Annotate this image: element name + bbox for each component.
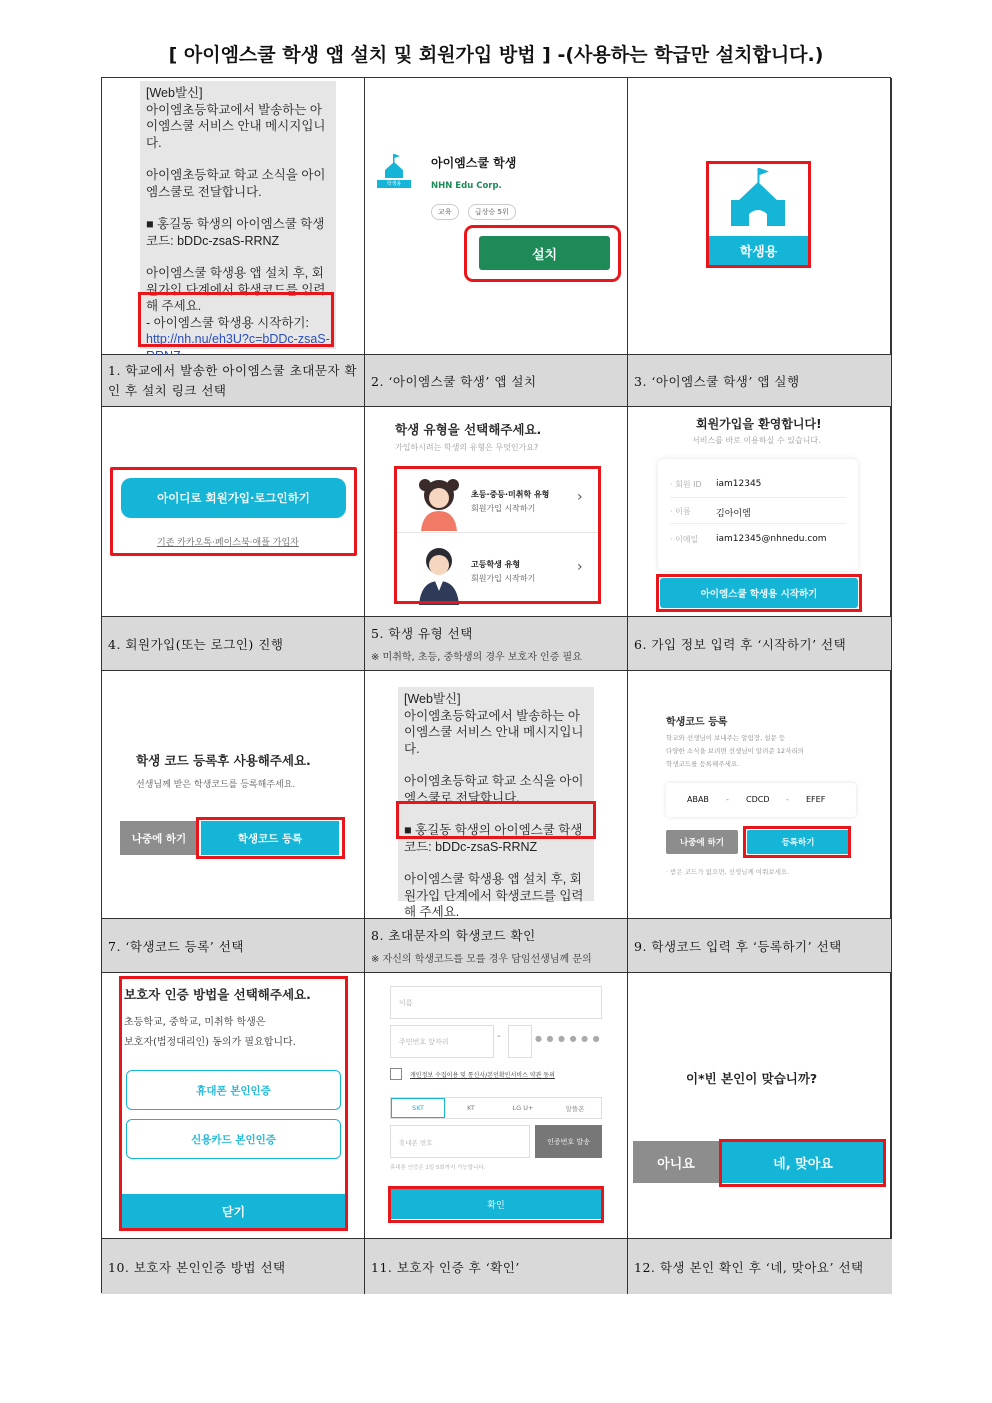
- tag-rank: 급상승 5위: [468, 204, 516, 220]
- verify-hint: 휴대폰 인증은 1일 5회까지 가능합니다.: [390, 1165, 486, 1171]
- highlight-box: [464, 225, 621, 282]
- step5-caption: 5. 학생 유형 선택 ※ 미취학, 초등, 중학생의 경우 보호자 인증 필요: [365, 617, 628, 671]
- register-button[interactable]: 등록하기: [747, 830, 849, 854]
- type-subtitle: 가입하시려는 학생의 유형은 무엇인가요?: [395, 443, 539, 452]
- identity-question: 이*빈 본인이 맞습니까?: [686, 1071, 818, 1086]
- yes-button[interactable]: 네, 맞아요: [722, 1141, 884, 1183]
- ssn-back-digit-input[interactable]: [508, 1025, 532, 1058]
- highlight-box: [388, 1186, 604, 1223]
- step11-image: 이름 주민번호 앞자리 - ● ● ● ● ● ● 개인정보 수집이용 및 통신사/본인확인서비스 약관 동의 SKT KT LG U+ 알뜰폰 휴대폰 번호 인증번호 발송 휴대폰 인증은 1일 5회까지 가능합니다. 확인: [365, 973, 628, 1239]
- chevron-right-icon: ›: [577, 559, 583, 575]
- chevron-right-icon: ›: [577, 489, 583, 505]
- card-auth-button[interactable]: 신용카드 본인인증: [126, 1119, 341, 1159]
- student-code-line: ■ 홍길동 학생의 아이엠스쿨 학생코드: bDDc-zsaS-RRNZ: [404, 823, 583, 854]
- later-button[interactable]: 나중에 하기: [120, 821, 198, 855]
- step1-image: [102, 78, 365, 355]
- code-input-1[interactable]: ABAB: [687, 795, 709, 804]
- later-button[interactable]: 나중에 하기: [666, 830, 738, 854]
- sms-paragraph: 아이엠스쿨 학생용 앱 설치 후, 회원가입 단계에서 학생코드를 입력해 주세요.: [146, 266, 326, 313]
- sms-paragraph: 아이엠초등학교에서 발송하는 아이엠스쿨 서비스 안내 메시지입니다.: [146, 102, 326, 150]
- type-title: 학생 유형을 선택해주세요.: [395, 422, 542, 437]
- type-option-elementary[interactable]: 초등·중등·미취학 유형 회원가입 시작하기 ›: [395, 467, 599, 533]
- step9-caption: 9. 학생코드 입력 후 ‘등록하기’ 선택: [628, 919, 892, 973]
- highlight-box: [196, 817, 345, 859]
- highlight-box: [396, 801, 596, 839]
- welcome-subtitle: 서비스를 바로 이용하실 수 있습니다.: [692, 436, 821, 445]
- highlight-box: [656, 574, 862, 612]
- no-button[interactable]: 아니요: [633, 1141, 719, 1183]
- masked-ssn: ● ● ● ● ● ●: [535, 1034, 601, 1043]
- sms-paragraph: 아이엠스쿨 학생용 앱 설치 후, 회원가입 단계에서 학생코드를 입력해 주세요.: [404, 872, 584, 919]
- carrier-tab-skt[interactable]: SKT: [391, 1098, 445, 1118]
- sms-header: [Web발신]: [404, 692, 461, 706]
- highlight-box: [719, 1139, 886, 1187]
- sms-paragraph: 아이엠초등학교 학교 소식을 아이엠스쿨로 전달합니다.: [404, 774, 584, 805]
- carrier-tab-lgu[interactable]: LG U+: [512, 1104, 534, 1112]
- step2-image: [365, 78, 628, 355]
- step5-image: [365, 407, 628, 617]
- confirm-button[interactable]: 확인: [390, 1189, 602, 1219]
- step1-caption: 1. 학교에서 발송한 아이엠스쿨 초대문자 확인 후 설치 링크 선택: [102, 355, 365, 407]
- highlight-box: [394, 466, 601, 604]
- code-input-group[interactable]: ABAB - CDCD - EFEF: [666, 783, 856, 817]
- phone-auth-button[interactable]: 휴대폰 본인인증: [126, 1070, 341, 1110]
- start-button[interactable]: 아이엠스쿨 학생용 시작하기: [660, 578, 858, 608]
- sms-paragraph: ■ 홍길동 학생의 아이엠스쿨 학생코드: bDDc-zsaS-RRNZ: [146, 217, 325, 248]
- step3-image: [628, 78, 892, 355]
- install-button[interactable]: 설치: [479, 236, 610, 270]
- carrier-tab-kt[interactable]: KT: [467, 1104, 475, 1112]
- app-icon-label: 학생용: [709, 236, 808, 265]
- member-email: iam12345@nhnedu.com: [716, 534, 827, 544]
- ssn-front-input[interactable]: 주민번호 앞자리: [390, 1025, 494, 1058]
- guardian-title: 보호자 인증 방법을 선택해주세요.: [124, 987, 311, 1002]
- invite-sms: [398, 687, 594, 919]
- sns-login-link[interactable]: 기존 카카오톡·페이스북·애플 가입자: [157, 538, 299, 548]
- register-prompt-subtitle: 선생님께 받은 학생코드를 등록해주세요.: [136, 780, 296, 790]
- code-input-2[interactable]: CDCD: [746, 795, 770, 804]
- no-code-hint: · 받은 코드가 없으면, 선생님께 여쭤보세요.: [666, 868, 790, 876]
- install-link[interactable]: http://nh.nu/eh3U?c=bDDc-zsaS-: [146, 332, 330, 346]
- step7-image: [102, 671, 365, 919]
- step4-caption: 4. 회원가입(또는 로그인) 진행: [102, 617, 365, 671]
- phone-number-input[interactable]: 휴대폰 번호: [390, 1125, 530, 1158]
- step6-caption: 6. 가입 정보 입력 후 ‘시작하기’ 선택: [628, 617, 892, 671]
- step9-image: 학생코드 등록 학교와 선생님이 보내주는 알림장, 설문 등 다양한 소식을 보려면 선생님이 알려준 12자리의 학생코드를 등록해주세요. ABAB - CDCD - EFEF 나중에 하기 등록하기 · 받은 코드가 없으면, 선생님께 여쭤보세요.: [628, 671, 892, 919]
- register-code-button[interactable]: 학생코드 등록: [201, 821, 339, 855]
- welcome-title: 회원가입을 환영합니다!: [696, 417, 822, 431]
- step7-caption: 7. ‘학생코드 등록’ 선택: [102, 919, 365, 973]
- highlight-box: [119, 976, 348, 1231]
- type-option-high[interactable]: 고등학생 유형 회원가입 시작하기 ›: [395, 537, 599, 607]
- signup-login-button[interactable]: 아이디로 회원가입·로그인하기: [121, 478, 346, 518]
- sms-paragraph: 아이엠초등학교 학교 소식을 아이엠스쿨로 전달합니다.: [146, 168, 326, 199]
- name-input[interactable]: 이름: [390, 986, 602, 1019]
- register-prompt-title: 학생 코드 등록후 사용해주세요.: [136, 753, 311, 768]
- agree-checkbox[interactable]: [390, 1068, 402, 1080]
- member-name: 김아이엠: [716, 509, 751, 519]
- highlight-box: [138, 292, 334, 347]
- step12-caption: 12. 학생 본인 확인 후 ‘네, 맞아요’ 선택: [628, 1239, 892, 1294]
- sms-header: [Web발신]: [146, 86, 203, 100]
- carrier-tab-mvno[interactable]: 알뜰폰: [565, 1104, 585, 1113]
- step2-caption: 2. ‘아이엠스쿨 학생’ 앱 설치: [365, 355, 628, 407]
- sms-link-label: - 아이엠스쿨 학생용 시작하기:: [146, 315, 309, 330]
- highlight-box: [706, 161, 811, 268]
- code-entry-title: 학생코드 등록: [666, 717, 728, 728]
- carrier-tabs: [390, 1097, 602, 1119]
- step8-caption: 8. 초대문자의 학생코드 확인 ※ 자신의 학생코드를 모를 경우 담임선생님께 문의: [365, 919, 628, 973]
- code-input-3[interactable]: EFEF: [806, 795, 826, 804]
- terms-link[interactable]: 개인정보 수집이용 및 통신사/본인확인서비스 약관 동의: [410, 1072, 555, 1079]
- account-info-card: · 회원 ID iam12345 · 이름 김아이엠 · 이메일 iam12345@nhnedu.com: [658, 459, 858, 571]
- step4-image: [102, 407, 365, 617]
- sms-paragraph: 아이엠초등학교에서 발송하는 아이엠스쿨 서비스 안내 메시지입니다.: [404, 708, 584, 756]
- member-id: iam12345: [716, 479, 762, 489]
- step3-caption: 3. ‘아이엠스쿨 학생’ 앱 실행: [628, 355, 892, 407]
- close-button[interactable]: 닫기: [122, 1194, 345, 1228]
- app-name: 아이엠스쿨 학생: [431, 156, 517, 170]
- step8-image: [365, 671, 628, 919]
- highlight-box: [743, 826, 851, 858]
- step11-caption: 11. 보호자 인증 후 ‘확인’: [365, 1239, 628, 1294]
- send-code-button[interactable]: 인증번호 발송: [535, 1125, 602, 1158]
- step12-image: [628, 973, 892, 1239]
- step10-image: 보호자 인증 방법을 선택해주세요. 초등학교, 중학교, 미취학 학생은 보호자(법정대리인) 동의가 필요합니다. 휴대폰 본인인증 신용카드 본인인증 닫기: [102, 973, 365, 1239]
- developer-name: NHN Edu Corp.: [431, 181, 502, 191]
- school-icon: 학생용: [373, 148, 415, 190]
- page-title: [ 아이엠스쿨 학생 앱 설치 및 회원가입 방법 ] -(사용하는 학급만 설치합니다.): [168, 44, 824, 66]
- tag-category: 교육: [431, 204, 459, 220]
- step10-caption: 10. 보호자 본인인증 방법 선택: [102, 1239, 365, 1294]
- step6-image: [628, 407, 892, 617]
- highlight-box: [110, 467, 357, 556]
- instruction-grid: [101, 77, 891, 1293]
